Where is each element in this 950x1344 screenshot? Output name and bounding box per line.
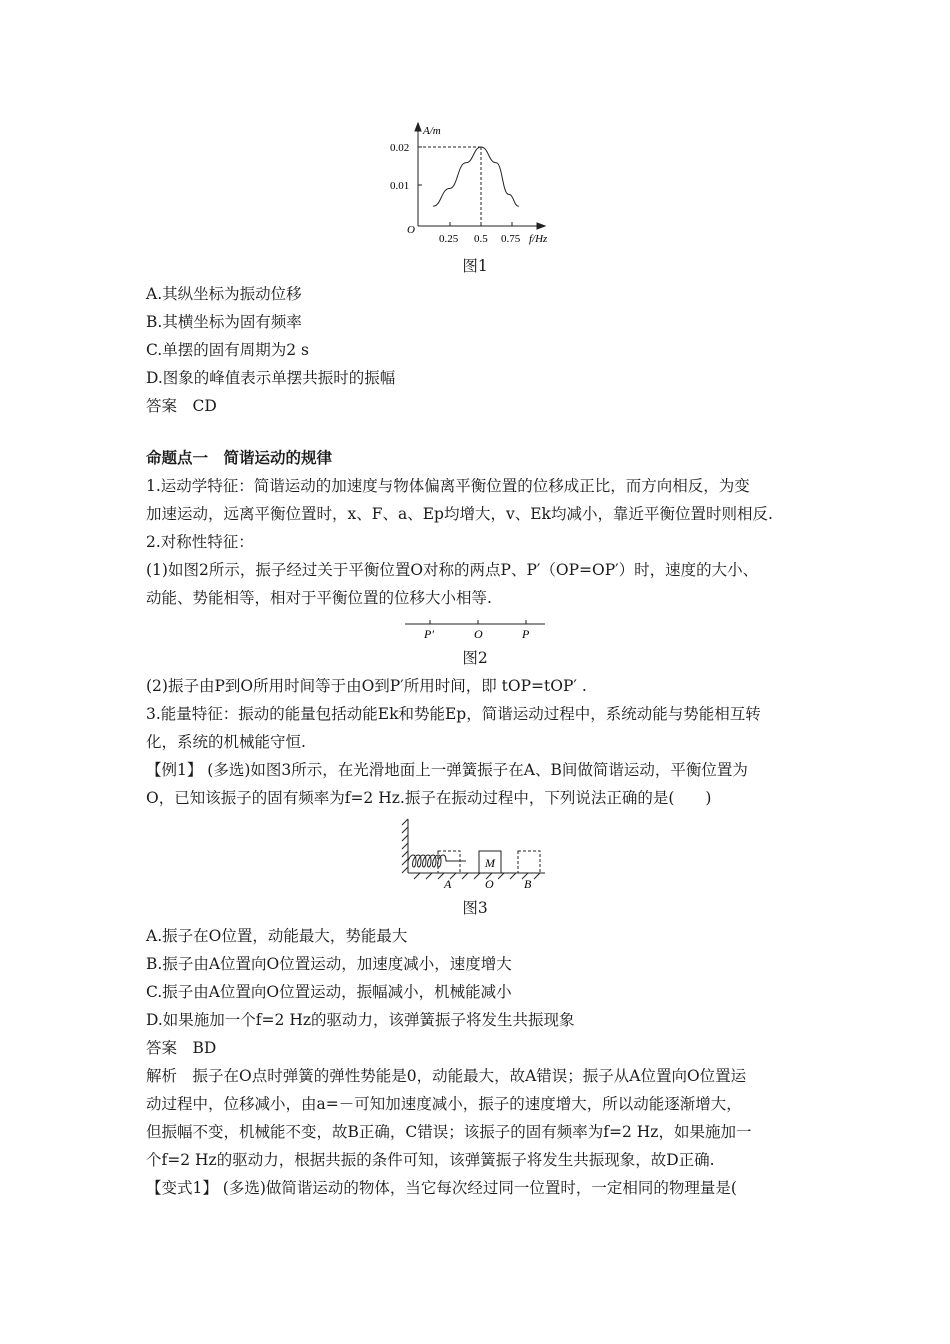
label-o: O bbox=[485, 877, 494, 891]
figure3-caption: 图3 bbox=[462, 899, 488, 917]
y-tick-label: 0.02 bbox=[390, 142, 410, 154]
ex-option-b: B.振子由A位置向O位置运动，加速度减小，速度增大 bbox=[146, 955, 512, 973]
para1-line2: 加速运动，远离平衡位置时，x、F、a、Ep均增大，v、Ek均减小，靠近平衡位置时则相反. bbox=[146, 505, 773, 523]
label-o: O bbox=[474, 627, 483, 641]
y-axis-label: A/m bbox=[423, 125, 441, 137]
answer-1: 答案 CD bbox=[146, 397, 217, 415]
label-b: B bbox=[524, 877, 532, 891]
para4: (2)振子由P到O所用时间等于由O到P′所用时间，即 tOP=tOP′ . bbox=[146, 677, 587, 695]
resonance-curve bbox=[433, 147, 519, 206]
spring bbox=[408, 855, 466, 867]
figure3-spring-oscillator bbox=[400, 815, 550, 893]
figure2-axis bbox=[400, 618, 550, 642]
label-p: P bbox=[522, 627, 530, 641]
para5-line2: 化，系统的机械能守恒. bbox=[146, 733, 306, 751]
option-b: B.其横坐标为固有频率 bbox=[146, 313, 302, 331]
ex-option-d: D.如果施加一个f=2 Hz的驱动力，该弹簧振子将发生共振现象 bbox=[146, 1011, 575, 1029]
label-p-prime: P′ bbox=[424, 627, 434, 641]
analysis-line2: 动过程中，位移减小，由a=－可知加速度减小，振子的速度增大，所以动能逐渐增大， bbox=[146, 1095, 742, 1113]
para2: 2.对称性特征： bbox=[146, 533, 254, 551]
position-b-box bbox=[518, 851, 540, 873]
option-c: C.单摆的固有周期为2 s bbox=[146, 341, 309, 359]
mass-label: M bbox=[485, 856, 495, 870]
analysis-line4: 个f=2 Hz的驱动力，根据共振的条件可知，该弹簧振子将发生共振现象，故D正确. bbox=[146, 1151, 715, 1169]
para1-line1: 1.运动学特征：简谐运动的加速度与物体偏离平衡位置的位移成正比，而方向相反，为变 bbox=[146, 477, 750, 495]
variant-line1: 【变式1】 (多选)做简谐运动的物体，当它每次经过同一位置时，一定相同的物理量是( bbox=[146, 1179, 737, 1197]
option-d: D.图象的峰值表示单摆共振时的振幅 bbox=[146, 369, 396, 387]
para3-line1: (1)如图2所示，振子经过关于平衡位置O对称的两点P、P′（OP=OP′）时，速度的大小、 bbox=[146, 561, 759, 579]
figure1-caption: 图1 bbox=[462, 257, 488, 275]
example-line1: 【例1】 (多选)如图3所示，在光滑地面上一弹簧振子在A、B间做简谐运动，平衡位置为 bbox=[146, 761, 748, 779]
x-tick-label: 0.5 bbox=[474, 233, 488, 245]
answer-2: 答案 BD bbox=[146, 1039, 217, 1057]
x-tick-label: 0.25 bbox=[439, 233, 459, 245]
y-axis-arrow bbox=[415, 123, 421, 131]
x-axis-label: f/Hz bbox=[529, 233, 548, 245]
figure2-caption: 图2 bbox=[462, 649, 488, 667]
x-tick-label: 0.75 bbox=[501, 233, 521, 245]
figure1-resonance-chart bbox=[385, 118, 565, 248]
ex-option-c: C.振子由A位置向O位置运动，振幅减小，机械能减小 bbox=[146, 983, 512, 1001]
ex-option-a: A.振子在O位置，动能最大，势能最大 bbox=[146, 927, 408, 945]
example-line2: O，已知该振子的固有频率为f=2 Hz.振子在振动过程中，下列说法正确的是( ) bbox=[146, 789, 712, 807]
para3-line2: 动能、势能相等，相对于平衡位置的位移大小相等. bbox=[146, 589, 492, 607]
y-tick-label: 0.01 bbox=[390, 180, 410, 192]
origin-label: O bbox=[407, 224, 415, 236]
x-axis-arrow bbox=[537, 223, 545, 229]
option-a: A.其纵坐标为振动位移 bbox=[146, 285, 302, 303]
analysis-line1: 解析 振子在O点时弹簧的弹性势能是0，动能最大，故A错误；振子从A位置向O位置运 bbox=[146, 1067, 747, 1085]
label-a: A bbox=[444, 877, 452, 891]
section-title: 命题点一 简谐运动的规律 bbox=[146, 448, 333, 467]
para5-line1: 3.能量特征：振动的能量包括动能Ek和势能Ep，简谐运动过程中，系统动能与势能相互转 bbox=[146, 705, 761, 723]
analysis-line3: 但振幅不变，机械能不变，故B正确，C错误；该振子的固有频率为f=2 Hz，如果施加一 bbox=[146, 1123, 752, 1141]
